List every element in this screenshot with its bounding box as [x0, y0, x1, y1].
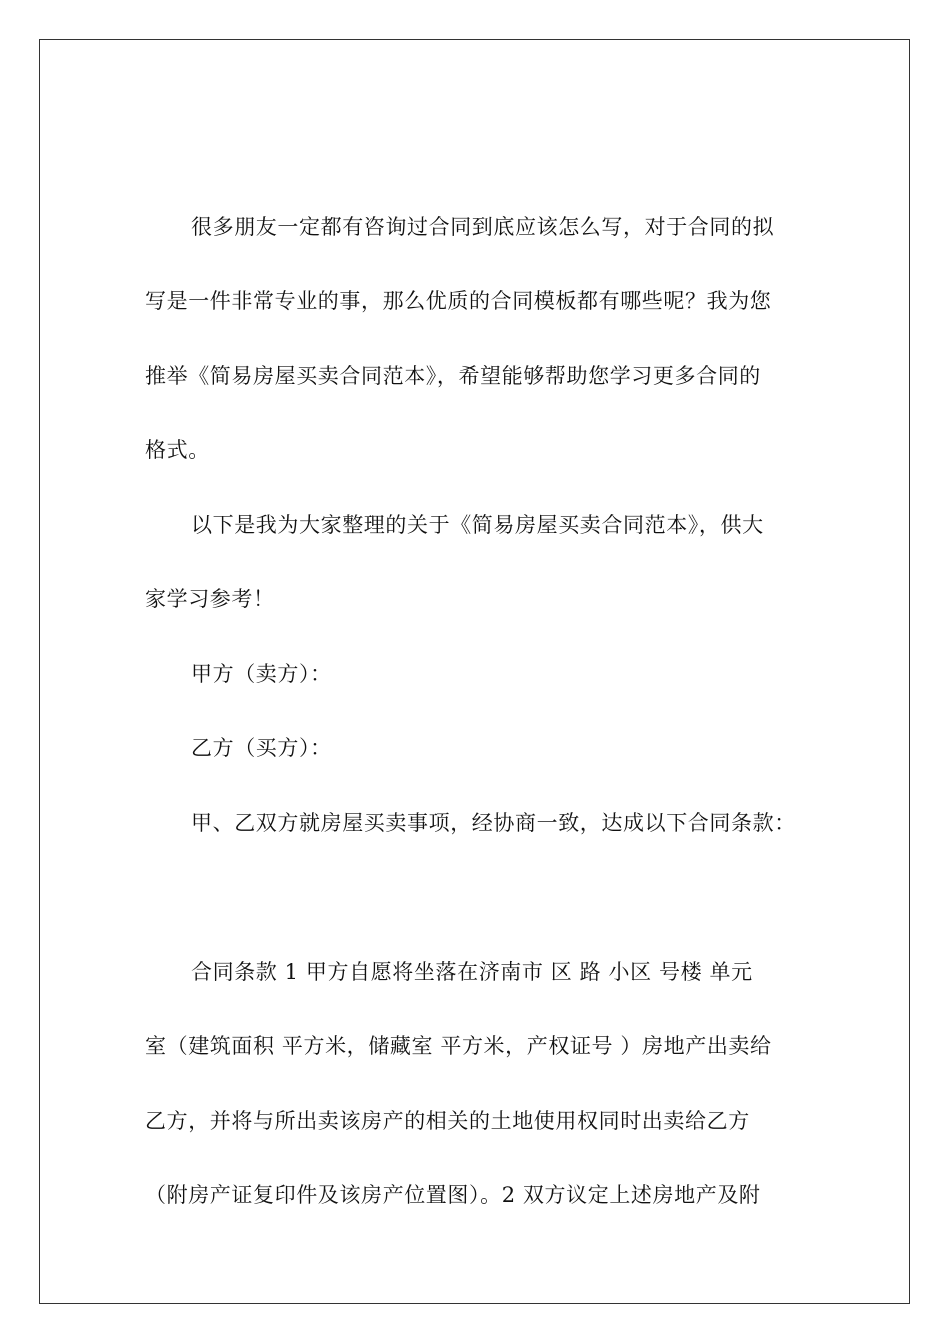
- reference-paragraph-line-2: 家学习参考！: [145, 587, 275, 611]
- party-a-seller: 甲方（卖方）：: [191, 662, 332, 686]
- contract-clause-line-3: 乙方，并将与所出卖该房产的相关的土地使用权同时出卖给乙方: [145, 1109, 750, 1133]
- contract-clause-line-4: （附房产证复印件及该房产位置图）。2 双方议定上述房地产及附: [145, 1183, 761, 1207]
- agreement-statement: 甲、乙双方就房屋买卖事项，经协商一致，达成以下合同条款：: [191, 811, 796, 835]
- contract-clause-line-2: 室（建筑面积 平方米，储藏室 平方米，产权证号 ）房地产出卖给: [145, 1034, 772, 1058]
- party-b-buyer: 乙方（买方）：: [191, 736, 332, 760]
- intro-paragraph-line-3: 推举《简易房屋买卖合同范本》，希望能够帮助您学习更多合同的: [145, 364, 761, 388]
- intro-paragraph-line-1: 很多朋友一定都有咨询过合同到底应该怎么写，对于合同的拟: [191, 215, 775, 239]
- intro-paragraph-line-2: 写是一件非常专业的事，那么优质的合同模板都有哪些呢？我为您: [145, 289, 772, 313]
- intro-paragraph-line-4: 格式。: [145, 438, 210, 462]
- contract-clause-line-1: 合同条款 1 甲方自愿将坐落在济南市 区 路 小区 号楼 单元: [191, 960, 753, 984]
- reference-paragraph-line-1: 以下是我为大家整理的关于《简易房屋买卖合同范本》，供大: [191, 513, 764, 537]
